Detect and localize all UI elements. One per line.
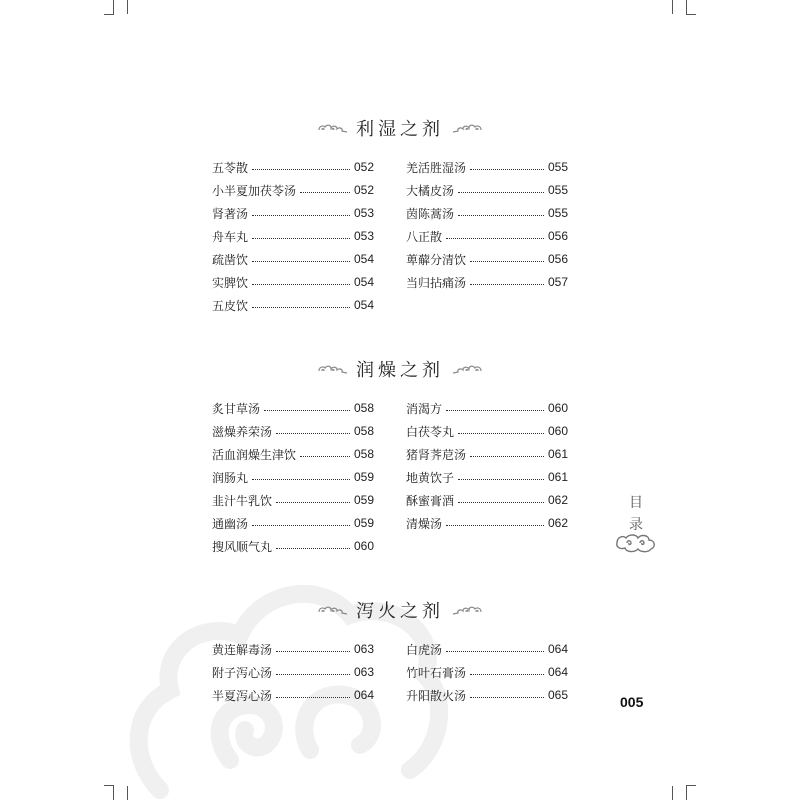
toc-entry-page: 055 [547, 160, 568, 174]
dot-leader [458, 501, 544, 503]
toc-entry-title: 搜风顺气丸 [212, 539, 273, 554]
dot-leader [264, 409, 350, 411]
toc-entry-page: 065 [547, 688, 568, 702]
dot-leader [252, 478, 350, 480]
dot-leader [458, 478, 544, 480]
toc-entry[interactable] [406, 491, 568, 509]
dot-leader [446, 237, 544, 239]
section-heading [0, 356, 800, 382]
toc-entry-page: 054 [353, 275, 374, 289]
toc-entry-page: 064 [547, 665, 568, 679]
side-label-char: 录 [629, 517, 643, 533]
toc-entry-title: 茵陈蒿汤 [406, 206, 455, 221]
dot-leader [252, 306, 350, 308]
toc-entry-title: 地黄饮子 [406, 470, 455, 485]
dot-leader [276, 673, 350, 675]
toc-entry[interactable] [406, 250, 568, 268]
cloud-ornament-right-icon [452, 362, 482, 376]
toc-entry-title: 五皮饮 [212, 298, 249, 313]
toc-entry-title: 八正散 [406, 229, 443, 244]
toc-entry-title: 大橘皮汤 [406, 183, 455, 198]
toc-entry[interactable] [406, 686, 568, 704]
toc-entry-title: 半夏泻心汤 [212, 688, 273, 703]
toc-entry-page: 061 [547, 470, 568, 484]
toc-entry-page: 055 [547, 183, 568, 197]
toc-entry-title: 润肠丸 [212, 470, 249, 485]
toc-entry-page: 063 [353, 642, 374, 656]
toc-entry-title: 舟车丸 [212, 229, 249, 244]
toc-entry[interactable] [212, 491, 374, 509]
dot-leader [458, 191, 544, 193]
toc-entry[interactable] [406, 640, 568, 658]
dot-leader [300, 191, 350, 193]
dot-leader [276, 547, 350, 549]
toc-entry[interactable] [406, 514, 568, 532]
toc-entry-title: 疏凿饮 [212, 252, 249, 267]
toc-entry-page: 059 [353, 516, 374, 530]
toc-entry-page: 060 [547, 424, 568, 438]
toc-entry[interactable] [212, 468, 374, 486]
toc-entry[interactable] [212, 250, 374, 268]
toc-entry-page: 064 [353, 688, 374, 702]
toc-entry[interactable] [212, 422, 374, 440]
toc-entry-page: 063 [353, 665, 374, 679]
toc-entry-page: 058 [353, 401, 374, 415]
toc-entry-page: 062 [547, 493, 568, 507]
toc-entry[interactable] [212, 537, 374, 555]
toc-entry-title: 小半夏加茯苓汤 [212, 183, 297, 198]
toc-entry-title: 白虎汤 [406, 642, 443, 657]
toc-entry[interactable] [212, 296, 374, 314]
toc-entry-page: 059 [353, 470, 374, 484]
section-title: 泻火之剂 [356, 601, 444, 622]
cloud-ornament-right-icon [452, 603, 482, 617]
cloud-ornament-left-icon [318, 121, 348, 135]
toc-entry[interactable] [212, 514, 374, 532]
toc-entry[interactable] [406, 204, 568, 222]
toc-entry-title: 五苓散 [212, 160, 249, 175]
toc-entry-page: 064 [547, 642, 568, 656]
toc-entry-page: 054 [353, 252, 374, 266]
dot-leader [252, 524, 350, 526]
toc-entry[interactable] [212, 204, 374, 222]
dot-leader [446, 409, 544, 411]
toc-entry[interactable] [406, 399, 568, 417]
toc-entry-title: 升阳散火汤 [406, 688, 467, 703]
section-title: 利湿之剂 [356, 119, 444, 140]
crop-mark [672, 786, 673, 800]
toc-entry-page: 053 [353, 206, 374, 220]
dot-leader [252, 168, 350, 170]
toc-entry-title: 当归拈痛汤 [406, 275, 467, 290]
crop-mark [104, 14, 114, 15]
toc-entry[interactable] [406, 227, 568, 245]
crop-mark [686, 14, 696, 15]
dot-leader [252, 283, 350, 285]
toc-entry-page: 056 [547, 229, 568, 243]
toc-entry[interactable] [212, 181, 374, 199]
crop-mark [672, 0, 673, 14]
dot-leader [458, 432, 544, 434]
dot-leader [300, 455, 350, 457]
toc-entry-page: 058 [353, 447, 374, 461]
dot-leader [276, 432, 350, 434]
toc-entry-page: 060 [353, 539, 374, 553]
section-heading [0, 115, 800, 141]
dot-leader [470, 455, 544, 457]
toc-entry-title: 白茯苓丸 [406, 424, 455, 439]
toc-entry-page: 058 [353, 424, 374, 438]
toc-entry-page: 052 [353, 160, 374, 174]
toc-entry[interactable] [212, 399, 374, 417]
dot-leader [252, 237, 350, 239]
dot-leader [470, 168, 544, 170]
dot-leader [470, 673, 544, 675]
toc-entry-title: 韭汁牛乳饮 [212, 493, 273, 508]
toc-entry[interactable] [212, 663, 374, 681]
toc-entry-page: 062 [547, 516, 568, 530]
toc-entry[interactable] [406, 181, 568, 199]
toc-entry-title: 消渴方 [406, 401, 443, 416]
toc-entry[interactable] [212, 158, 374, 176]
crop-mark [686, 785, 696, 786]
dot-leader [470, 260, 544, 262]
toc-entry-title: 清燥汤 [406, 516, 443, 531]
crop-mark [104, 785, 114, 786]
toc-entry-title: 附子泻心汤 [212, 665, 273, 680]
toc-entry[interactable] [212, 686, 374, 704]
toc-entry[interactable] [212, 445, 374, 463]
toc-entry[interactable] [212, 640, 374, 658]
toc-entry-title: 肾著汤 [212, 206, 249, 221]
toc-entry[interactable] [406, 663, 568, 681]
crop-mark [686, 0, 687, 14]
toc-entry-page: 052 [353, 183, 374, 197]
dot-leader [470, 696, 544, 698]
toc-entry-page: 053 [353, 229, 374, 243]
section-title: 润燥之剂 [356, 360, 444, 381]
toc-entry-page: 060 [547, 401, 568, 415]
side-label-char: 目 [629, 495, 643, 511]
toc-entry-title: 黄连解毒汤 [212, 642, 273, 657]
dot-leader [276, 650, 350, 652]
dot-leader [470, 283, 544, 285]
toc-entry[interactable] [406, 273, 568, 291]
page-number: 005 [620, 694, 644, 710]
side-label-contents [616, 492, 656, 536]
crop-mark [127, 0, 128, 14]
toc-entry-title: 通幽汤 [212, 516, 249, 531]
crop-mark [113, 786, 114, 800]
dot-leader [446, 524, 544, 526]
dot-leader [252, 260, 350, 262]
toc-entry[interactable] [212, 227, 374, 245]
toc-entry-title: 实脾饮 [212, 275, 249, 290]
toc-entry[interactable] [212, 273, 374, 291]
dot-leader [252, 214, 350, 216]
toc-entry-title: 活血润燥生津饮 [212, 447, 297, 462]
toc-entry-title: 萆薢分清饮 [406, 252, 467, 267]
toc-entry-page: 054 [353, 298, 374, 312]
cloud-ornament-icon [614, 532, 658, 554]
dot-leader [446, 650, 544, 652]
toc-entry[interactable] [406, 422, 568, 440]
toc-entry-title: 滋燥养荣汤 [212, 424, 273, 439]
toc-entry-title: 竹叶石膏汤 [406, 665, 467, 680]
dot-leader [276, 501, 350, 503]
dot-leader [276, 696, 350, 698]
toc-entry-page: 055 [547, 206, 568, 220]
toc-entry-page: 059 [353, 493, 374, 507]
cloud-ornament-left-icon [318, 603, 348, 617]
cloud-ornament-right-icon [452, 121, 482, 135]
section-heading [0, 597, 800, 623]
toc-entry-title: 羌活胜湿汤 [406, 160, 467, 175]
crop-mark [686, 786, 687, 800]
toc-entry-title: 酥蜜膏酒 [406, 493, 455, 508]
toc-entry-page: 056 [547, 252, 568, 266]
toc-entry[interactable] [406, 158, 568, 176]
dot-leader [458, 214, 544, 216]
crop-mark [113, 0, 114, 14]
toc-entry[interactable] [406, 468, 568, 486]
toc-entry-title: 猪肾荠苨汤 [406, 447, 467, 462]
toc-entry[interactable] [406, 445, 568, 463]
cloud-ornament-left-icon [318, 362, 348, 376]
toc-entry-page: 057 [547, 275, 568, 289]
toc-entry-title: 炙甘草汤 [212, 401, 261, 416]
toc-entry-page: 061 [547, 447, 568, 461]
